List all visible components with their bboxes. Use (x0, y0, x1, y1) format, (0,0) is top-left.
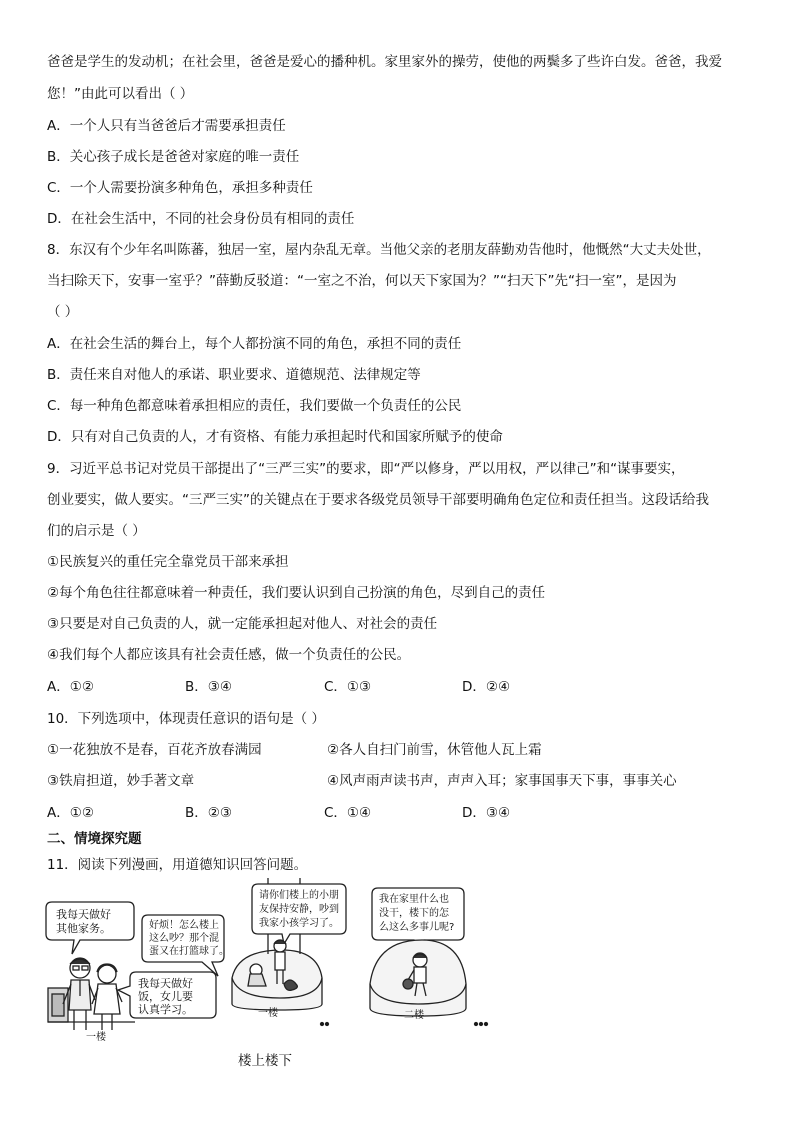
question-8-line1: 8．东汉有个少年名叫陈蕃，独居一室，屋内杂乱无章。当他父亲的老朋友薛勤劝告他时，他慨然“大丈夫处世， (47, 242, 711, 258)
statement-10-4: ④风声雨声读书声，声声入耳；家事国事天下事，事事关心 (327, 773, 677, 789)
question-9-line2: 创业要实，做人要实。“三严三实”的关键点在于要求各级党员领导干部要明确角色定位和责任担当。这段话给我 (47, 492, 709, 508)
floor-label-1a: 一楼 (86, 1032, 106, 1043)
father-bubble-line1: 我每天做好 (56, 908, 111, 921)
neighbor2-bubble-line3: 我家小孩学习了。 (259, 918, 339, 929)
option-7a: A．一个人只有当爸爸后才需要承担责任 (47, 118, 286, 134)
neighbor1-bubble-line3: 蛋又在打篮球了。 (149, 946, 229, 957)
option-9d: D．②④ (462, 679, 511, 695)
option-10a: A．①② (47, 805, 94, 821)
neighbor1-bubble-line2: 这么吵？那个混 (149, 933, 219, 944)
statements-10-row1 (47, 740, 747, 760)
neighbor2-bubble-line1: 请你们楼上的小朋 (259, 890, 339, 901)
option-7d: D．在社会生活中，不同的社会身份员有相同的责任 (47, 211, 355, 227)
section-heading: 二、情境探究题 (47, 831, 142, 847)
text-line: 爸爸是学生的发动机；在社会里，爸爸是爱心的播种机。家里家外的操劳，使他的两鬓多了些许白发。爸爸，我爱 (47, 54, 722, 70)
option-7c: C．一个人需要扮演多种角色，承担多种责任 (47, 180, 313, 196)
question-11: 11．阅读下列漫画，用道德知识回答问题。 (47, 857, 308, 873)
option-8a: A．在社会生活的舞台上，每个人都扮演不同的角色，承担不同的责任 (47, 336, 462, 352)
statement-9-3: ③只要是对自己负责的人，就一定能承担起对他人、对社会的责任 (47, 616, 438, 632)
kid-bubble-line1: 我在家里什么也 (379, 894, 449, 905)
floor-label-2: 二楼 (404, 1010, 424, 1021)
statement-10-3: ③铁肩担道，妙手著文章 (47, 773, 195, 789)
option-10d: D．③④ (462, 805, 511, 821)
statement-10-2: ②各人自扫门前雪，休管他人瓦上霜 (327, 742, 542, 758)
option-9c: C．①③ (324, 679, 372, 695)
option-9b: B．③④ (185, 679, 232, 695)
option-8c: C．每一种角色都意味着承担相应的责任，我们要做一个负责任的公民 (47, 398, 462, 414)
text-line: 您！”由此可以看出（ ） (47, 86, 194, 102)
option-9a: A．①② (47, 679, 94, 695)
question-8-line2: 当扫除天下，安事一室乎？”薛勤反驳道：“一室之不治，何以天下家国为？”“扫天下”先“扫一室”，是因为 (47, 273, 677, 289)
option-7b: B．关心孩子成长是爸爸对家庭的唯一责任 (47, 149, 300, 165)
option-8b: B．责任来自对他人的承诺、职业要求、道德规范、法律规定等 (47, 367, 421, 383)
mother-bubble-line3: 认真学习。 (138, 1003, 193, 1016)
father-bubble-line2: 其他家务。 (56, 922, 111, 935)
question-9-line3: 们的启示是（ ） (47, 523, 146, 539)
statement-9-4: ④我们每个人都应该具有社会责任感，做一个负责任的公民。 (47, 647, 411, 663)
question-8-line3: （ ） (47, 304, 79, 320)
neighbor1-bubble-line1: 好烦！怎么楼上 (149, 920, 219, 931)
option-10c: C．①④ (324, 805, 372, 821)
comic-illustration (0, 870, 794, 1070)
statement-10-1: ①一花独放不是春，百花齐放春满园 (47, 742, 262, 758)
kid-bubble-line2: 没干，楼下的怎 (379, 908, 449, 919)
floor-label-1b: 一楼 (258, 1008, 278, 1019)
question-10: 10．下列选项中，体现责任意识的语句是（ ） (47, 711, 325, 727)
statements-10-row2 (47, 771, 747, 791)
mother-bubble-line2: 饭，女儿要 (138, 990, 193, 1003)
kid-bubble-line3: 么这么多事儿呢? (379, 922, 455, 933)
option-8d: D．只有对自己负责的人，才有资格、有能力承担起时代和国家所赋予的使命 (47, 429, 503, 445)
option-10b: B．②③ (185, 805, 232, 821)
question-9-line1: 9．习近平总书记对党员干部提出了“三严三实”的要求，即“严以修身，严以用权，严以律己”和“谋事要实， (47, 461, 685, 477)
comic-caption: 楼上楼下 (238, 1053, 292, 1069)
neighbor2-bubble-line2: 友保持安静，吵到 (259, 904, 339, 915)
statement-9-2: ②每个角色往往都意味着一种责任，我们要认识到自己扮演的角色，尽到自己的责任 (47, 585, 546, 601)
options-9 (47, 677, 747, 697)
mother-bubble-line1: 我每天做好 (138, 977, 193, 990)
options-10 (47, 803, 747, 823)
statement-9-1: ①民族复兴的重任完全靠党员干部来承担 (47, 554, 289, 570)
